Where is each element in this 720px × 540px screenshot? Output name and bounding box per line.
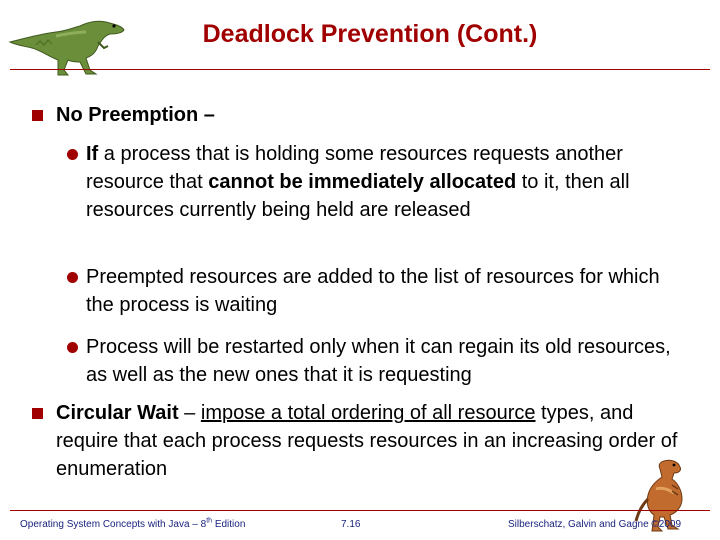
sub-bullet-1-text-a: a process that is holding some resources requests another resource that — [86, 143, 623, 193]
footer-book-suffix: Edition — [212, 519, 246, 530]
round-bullet-icon — [67, 342, 78, 353]
sub-bullet-1-text-b: to it, then all resources currently being held are released — [86, 171, 630, 221]
circular-wait-label: Circular Wait — [56, 402, 179, 424]
sub-bullet-2 — [65, 263, 685, 319]
slide-title: Deadlock Prevention (Cont.) — [202, 20, 538, 48]
sub-bullet-2-text: Preempted resources are added to the list of resources for which the process is waiting — [86, 266, 660, 316]
sub-bullet-1 — [65, 140, 685, 224]
sub-bullet-1-emphasis: cannot be immediately allocated — [208, 171, 517, 193]
footer-book-prefix: Operating System Concepts with Java – 8 — [20, 519, 207, 530]
circular-wait-text: types, and require that each process requests resources in an increasing order of enumeration — [56, 402, 678, 480]
bullet-circular-wait — [34, 399, 684, 483]
footer-copyright: Silberschatz, Galvin and Gagne ©2009 — [508, 519, 682, 530]
sub-bullet-3 — [65, 333, 685, 389]
footer-book-title — [20, 519, 245, 530]
page-number: 7.16 — [341, 519, 361, 530]
title-divider — [10, 69, 710, 70]
square-bullet-icon — [32, 110, 43, 121]
circular-wait-dash: – — [178, 402, 201, 424]
sub-bullet-1-if: If — [86, 143, 99, 165]
round-bullet-icon — [67, 272, 78, 283]
square-bullet-icon — [32, 408, 43, 419]
bullet-no-preemption — [34, 101, 684, 129]
circular-wait-underlined: impose a total ordering of all resource — [200, 402, 536, 424]
bullet-label: No Preemption – — [56, 104, 215, 126]
footer-book-sup: th — [206, 517, 213, 525]
footer-divider — [10, 510, 710, 511]
sub-bullet-3-text: Process will be restarted only when it can regain its old resources, as well as the new ones that it is requesting — [86, 336, 671, 386]
round-bullet-icon — [67, 149, 78, 160]
